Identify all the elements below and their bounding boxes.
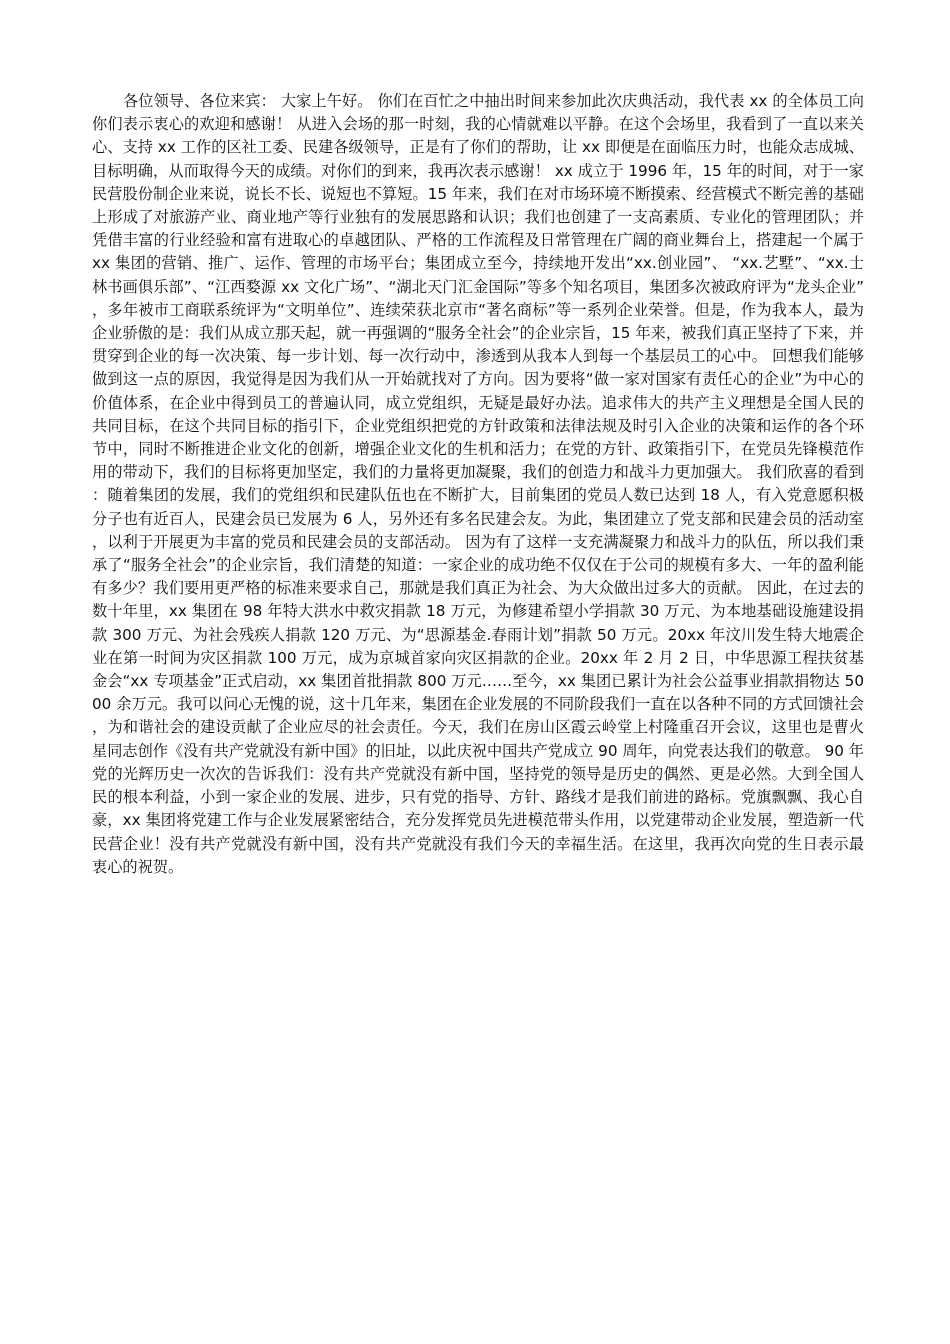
speech-body-paragraph: 各位领导、各位来宾： 大家上午好。 你们在百忙之中抽出时间来参加此次庆典活动，我代表 xx 的全体员工向你们表示衷心的欢迎和感谢！ 从进入会场的那一时刻，我的心情就难以平静。在这个会场里，我看到了一直以来关心、支持 xx 工作的区社工委、民建各级领导，正是有了你们的帮助，让 xx 即便是在面临压力时，也能众志成城、目标明确，从而取得今天的成绩。对你们的到来，我再次表示感谢！ xx 成立于 1996 年，15 年的时间，对于一家民营股份制企业来说，说长不长、说短也不算短。15 年来，我们在对市场环境不断摸索、经营模式不断完善的基础上形成了对旅游产业、商业地产等行业独有的发展思路和认识；我们也创建了一支高素质、专业化的管理团队；并凭借丰富的行业经验和富有进取心的卓越团队、严格的工作流程及日常管理在广阔的商业舞台上，搭建起一个属于 xx 集团的营销、推广、运作、管理的市场平台；集团成立至今，持续地开发出“xx.创业园”、 “xx.艺墅”、“xx.士林书画俱乐部”、“江西婺源 xx 文化广场”、“湖北天门汇金国际”等多个知名项目，集团多次被政府评为“龙头企业”，多年被市工商联系统评为“文明单位”、连续荣获北京市“著名商标”等一系列企业荣誉。但是，作为我本人，最为企业骄傲的是：我们从成立那天起，就一再强调的“服务全社会”的企业宗旨，15 年来，被我们真正坚持了下来，并贯穿到企业的每一次决策、每一步计划、每一次行动中，渗透到从我本人到每一个基层员工的心中。 回想我们能够做到这一点的原因，我觉得是因为我们从一开始就找对了方向。因为要将“做一家对国家有责任心的企业”为中心的价值体系，在企业中得到员工的普遍认同，成立党组织，无疑是最好办法。追求伟大的共产主义理想是全国人民的共同目标，在这个共同目标的指引下，企业党组织把党的方针政策和法律法规及时引入企业的决策和运作的各个环节中，同时不断推进企业文化的创新，增强企业文化的生机和活力；在党的方针、政策指引下，在党员先锋模范作用的带动下，我们的目标将更加坚定，我们的力量将更加凝聚，我们的创造力和战斗力更加强大。 我们欣喜的看到：随着集团的发展，我们的党组织和民建队伍也在不断扩大，目前集团的党员人数已达到 18 人，有入党意愿积极分子也有近百人，民建会员已发展为 6 人，另外还有多名民建会友。为此，集团建立了党支部和民建会员的活动室，以利于开展更为丰富的党员和民建会员的支部活动。 因为有了这样一支充满凝聚力和战斗力的队伍，所以我们秉承了“服务全社会”的企业宗旨，我们清楚的知道：一家企业的成功绝不仅仅在于公司的规模有多大、一年的盈利能有多少？我们要用更严格的标准来要求自己，那就是我们真正为社会、为大众做出过多大的贡献。 因此，在过去的数十年里，xx 集团在 98 年特大洪水中救灾捐款 18 万元，为修建希望小学捐款 30 万元、为本地基础设施建设捐款 300 万元、为社会残疾人捐款 120 万元、为“思源基金.春雨计划”捐款 50 万元。20xx 年汶川发生特大地震企业在第一时间为灾区捐款 100 万元，成为京城首家向灾区捐款的企业。20xx 年 2 月 2 日，中华思源工程扶贫基金会“xx 专项基金”正式启动，xx 集团首批捐款 800 万元……至今，xx 集团已累计为社会公益事业捐款捐物达 5000 余万元。我可以问心无愧的说，这十几年来，集团在企业发展的不同阶段我们一直在以各种不同的方式回馈社会，为和谐社会的建设贡献了企业应尽的社会责任。今天，我们在房山区霞云岭堂上村隆重召开会议，这里也是曹火星同志创作《没有共产党就没有新中国》的旧址，以此庆祝中国共产党成立 90 周年，向党表达我们的敬意。 90 年党的光辉历史一次次的告诉我们：没有共产党就没有新中国，坚持党的领导是历史的偶然、更是必然。大到全国人民的根本利益，小到一家企业的发展、进步，只有党的指导、方针、路线才是我们前进的路标。党旗飘飘、我心自豪，xx 集团将党建工作与企业发展紧密结合，充分发挥党员先进模范带头作用，以党建带动企业发展，塑造新一代民营企业！没有共产党就没有新中国，没有共产党就没有我们今天的幸福生活。在这里，我再次向党的生日表示最衷心的祝贺。 (92, 92, 864, 876)
document-page (92, 90, 864, 879)
